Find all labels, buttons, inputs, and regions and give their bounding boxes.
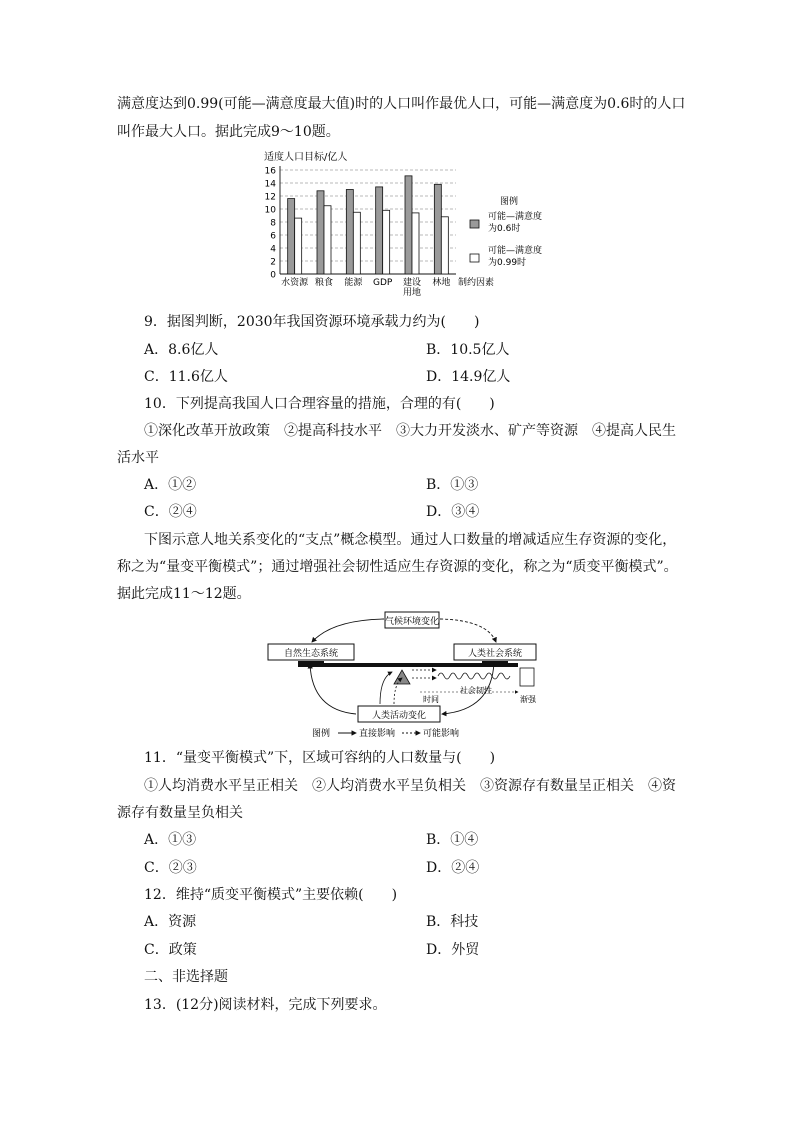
q12-option-a[interactable]: A．资源	[144, 914, 197, 930]
x-tick-label: GDP	[372, 278, 393, 288]
bar	[353, 212, 360, 274]
diagram-legend-possible: 可能影响	[423, 729, 460, 739]
q9-stem: 9．据图判断，2030年我国资源环境承载力约为( )	[144, 314, 480, 330]
resilience-spring	[438, 673, 510, 679]
intro-line-1: 满意度达到0.99(可能—满意度最大值)时的人口叫作最优人口，可能—满意度为0.6时的人口	[117, 96, 686, 112]
y-axis-title: 适度人口目标/亿人	[264, 152, 348, 163]
bar	[288, 199, 295, 274]
legend-label: 可能—满意度	[488, 246, 543, 256]
q12-option-d[interactable]: D．外贸	[426, 942, 480, 958]
x-tick-label: 建设	[402, 278, 422, 288]
legend-title: 图例	[500, 197, 519, 207]
q11-items-line-1: ①人均消费水平呈正相关 ②人均消费水平呈负相关 ③资源存有数量呈正相关 ④资	[144, 778, 676, 794]
passage2-line-1: 下图示意人地关系变化的“支点”概念模型。通过人口数量的增减适应生存资源的变化，	[144, 532, 677, 548]
resilience-label: 社会韧性	[460, 686, 492, 695]
activity-label: 人类活动变化	[371, 711, 427, 721]
society-label: 人类社会系统	[467, 649, 523, 659]
y-tick-label: 4	[270, 244, 276, 255]
time-label: 时间	[423, 695, 439, 704]
q11-option-d[interactable]: D．②④	[426, 860, 480, 876]
q11-stem: 11．“量变平衡模式”下，区域可容纳的人口数量与( )	[144, 750, 496, 766]
y-tick-label: 2	[270, 257, 276, 268]
bar	[405, 176, 412, 274]
q10-option-b[interactable]: B．①③	[426, 477, 479, 493]
bar	[383, 210, 390, 274]
fulcrum-model-diagram	[262, 606, 552, 740]
bar	[324, 206, 331, 274]
passage2-line-2: 称之为“量变平衡模式”；通过增强社会韧性适应生存资源的变化，称之为“质变平衡模式”。	[117, 559, 678, 575]
bar	[317, 191, 324, 274]
nature-label: 自然生态系统	[283, 649, 339, 659]
diagram-legend-title: 图例	[312, 729, 331, 739]
y-tick-label: 10	[264, 205, 276, 216]
q9-option-d[interactable]: D．14.9亿人	[426, 369, 511, 385]
x-tick-label: 水资源	[281, 278, 309, 288]
legend-label: 为0.6时	[488, 224, 521, 234]
bar	[434, 184, 441, 274]
population-bar-chart	[258, 148, 558, 298]
legend-label: 为0.99时	[488, 258, 527, 268]
x-tick-label: 用地	[402, 288, 422, 298]
x-tick-label: 粮食	[314, 278, 334, 288]
q13-stem: 13．(12分)阅读材料，完成下列要求。	[144, 997, 387, 1013]
x-tick-label: 林地	[432, 278, 451, 288]
bar	[376, 187, 383, 274]
intro-line-2: 叫作最大人口。据此完成9～10题。	[117, 124, 340, 140]
stronger-box	[520, 668, 534, 686]
legend-swatch	[470, 254, 479, 262]
x-axis-extra-label: 制约因素	[458, 278, 495, 288]
y-tick-label: 16	[264, 166, 276, 177]
q11-option-c[interactable]: C．②③	[144, 860, 197, 876]
diagram-legend-direct: 直接影响	[359, 729, 396, 739]
q10-stem: 10．下列提高我国人口合理容量的措施，合理的有( )	[144, 396, 495, 412]
q9-option-c[interactable]: C．11.6亿人	[144, 369, 228, 385]
q12-option-c[interactable]: C．政策	[144, 942, 197, 958]
y-tick-label: 0	[270, 270, 276, 281]
q11-items-line-2: 源存有数量呈负相关	[117, 805, 243, 821]
passage2-line-3: 据此完成11～12题。	[117, 586, 251, 602]
q11-option-b[interactable]: B．①④	[426, 832, 479, 848]
q10-option-c[interactable]: C．②④	[144, 504, 197, 520]
legend-label: 可能—满意度	[488, 212, 543, 222]
y-tick-label: 8	[270, 218, 276, 229]
y-tick-label: 6	[270, 231, 276, 242]
y-tick-label: 14	[264, 179, 276, 190]
legend-swatch	[470, 220, 479, 228]
bar	[346, 190, 353, 275]
bar	[412, 213, 419, 274]
x-tick-label: 能源	[344, 278, 363, 288]
q9-option-a[interactable]: A．8.6亿人	[144, 342, 219, 358]
q10-option-d[interactable]: D．③④	[426, 504, 480, 520]
section2-title: 二、非选择题	[144, 969, 228, 985]
q9-option-b[interactable]: B．10.5亿人	[426, 342, 510, 358]
q10-items-line-2: 活水平	[117, 450, 159, 466]
y-tick-label: 12	[264, 192, 276, 203]
bar	[295, 218, 302, 274]
bar	[441, 217, 448, 274]
fulcrum-triangle	[394, 670, 410, 684]
q12-stem: 12．维持“质变平衡模式”主要依赖( )	[144, 887, 398, 903]
stronger-label: 渐强	[520, 695, 536, 704]
q11-option-a[interactable]: A．①③	[144, 832, 197, 848]
q10-option-a[interactable]: A．①②	[144, 477, 197, 493]
climate-label: 气候环境变化	[384, 617, 440, 627]
q12-option-b[interactable]: B．科技	[426, 914, 479, 930]
q10-items-line-1: ①深化改革开放政策 ②提高科技水平 ③大力开发淡水、矿产等资源 ④提高人民生	[144, 423, 676, 439]
